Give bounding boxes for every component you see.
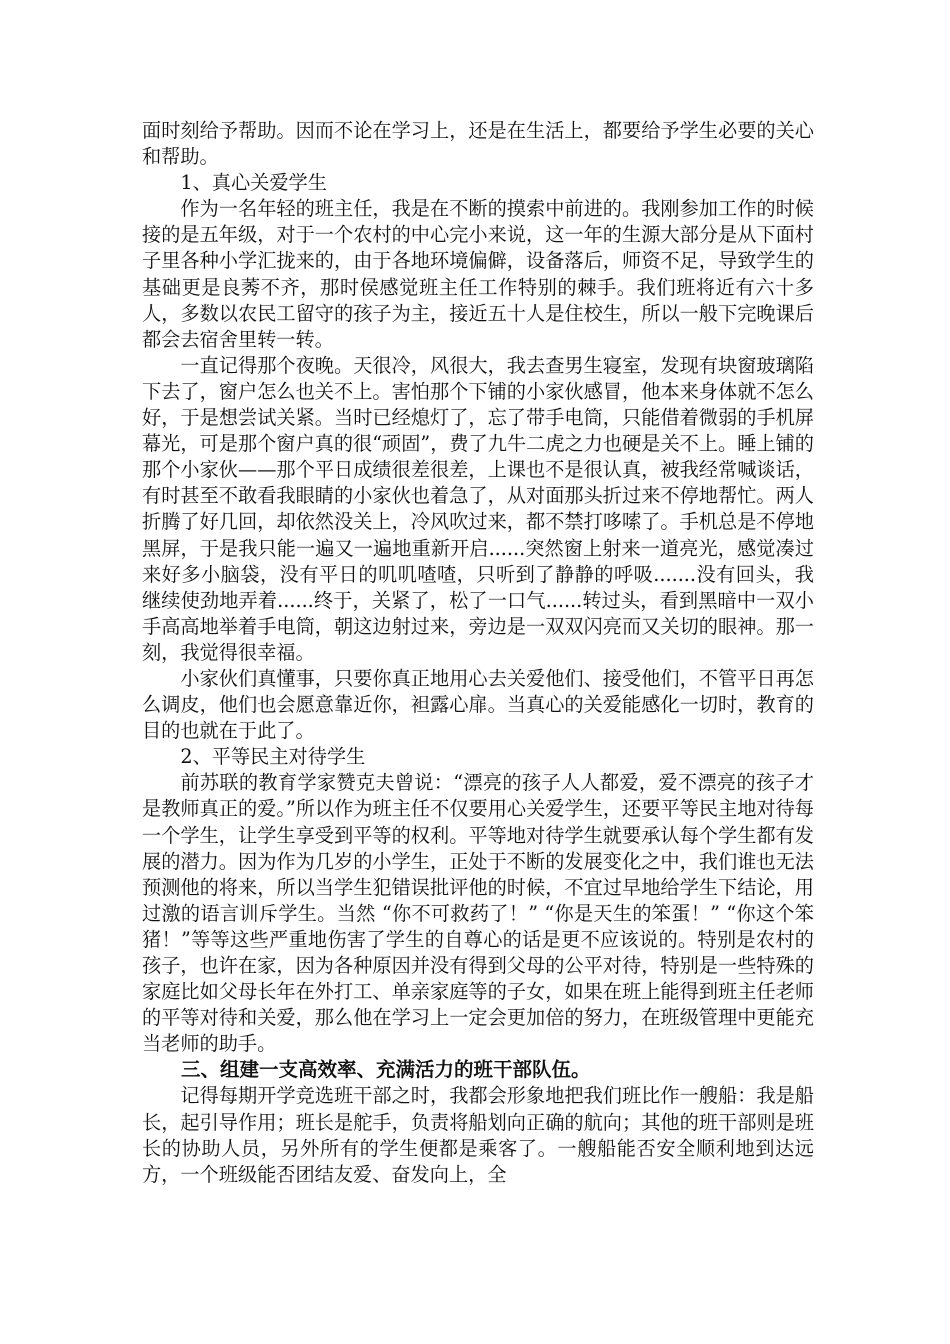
section-heading-class-cadres: 三、组建一支高效率、充满活力的班干部队伍。	[181, 1058, 591, 1082]
paragraph-ship-metaphor: 记得每期开学竞选班干部之时，我都会形象地把我们班比作一艘船：我是船长，起引导作用；班长是舵手，负责将船划向正确的航向；其他的班干部则是班长的协助人员，另外所有的学生便都是乘客了。一艘船能否安全顺利地到达远方，一个班级能否团结友爱、奋发向上，全	[142, 1084, 814, 1186]
subheading-care: 1、真心关爱学生	[180, 171, 327, 195]
paragraph-continuation: 面时刻给予帮助。因而不论在学习上，还是在生活上，都要给予学生必要的关心和帮助。	[142, 119, 814, 169]
paragraph-kids-understand: 小家伙们真懂事，只要你真正地用心去关爱他们、接受他们，不管平日再怎么调皮，他们也会愿意靠近你，袒露心扉。当真心的关爱能感化一切时，教育的目的也就在于此了。	[142, 666, 814, 743]
paragraph-zankov-quote: 前苏联的教育学家赞克夫曾说：“漂亮的孩子人人都爱，爱不漂亮的孩子才是教师真正的爱。”所以作为班主任不仅要用心关爱学生，还要平等民主地对待每一个学生，让学生享受到平等的权利。平等地对待学生就要承认每个学生都有发展的潜力。因为作为几岁的小学生，正处于不断的发展变化之中，我们谁也无法预测他的将来，所以当学生犯错误批评他的时候，不宜过早地给学生下结论，用过激的语言训斥学生。当然 “你不可救药了！” “你是天生的笨蛋！” “你这个笨猪！”等等这些严重地伤害了学生的自尊心的话是更不应该说的。特别是农村的孩子，也许在家，因为各种原因并没有得到父母的公平对待，特别是一些特殊的家庭比如父母长年在外打工、单亲家庭等的子女，如果在班上能得到班主任老师的平等对待和关爱，那么他在学习上一定会更加倍的努力，在班级管理中更能充当老师的助手。	[142, 771, 814, 1056]
paragraph-young-teacher: 作为一名年轻的班主任，我是在不断的摸索中前进的。我刚参加工作的时候接的是五年级，对于一个农村的中心完小来说，这一年的生源大部分是从下面村子里各种小学汇拢来的，由于各地环境偏僻，设备落后，师资不足，导致学生的基础更是良莠不齐，那时侯感觉班主任工作特别的棘手。我们班将近有六十多人，多数以农民工留守的孩子为主，接近五十人是住校生，所以一般下完晚课后都会去宿舍里转一转。	[142, 197, 814, 351]
paragraph-night-story: 一直记得那个夜晚。天很冷，风很大，我去查男生寝室，发现有块窗玻璃陷下去了，窗户怎么也关不上。害怕那个下铺的小家伙感冒，他本来身体就不怎么好，于是想尝试关紧。当时已经熄灯了，忘了带手电筒，只能借着微弱的手机屏幕光，可是那个窗户真的很“顽固”，费了九牛二虎之力也硬是关不上。睡上铺的那个小家伙——那个平日成绩很差很差，上课也不是很认真，被我经常喊谈话，有时甚至不敢看我眼睛的小家伙也着急了，从对面那头折过来不停地帮忙。两人折腾了好几回，却依然没关上，冷风吹过来，都不禁打哆嗦了。手机总是不停地黑屏，于是我只能一遍又一遍地重新开启......突然窗上射来一道亮光，感觉凑过来好多小脑袋，没有平日的叽叽喳喳，只听到了静静的呼吸.......没有回头，我继续使劲地弄着......终于，关紧了，松了一口气......转过头，看到黑暗中一双小手高高地举着手电筒，朝这边射过来，旁边是一双双闪亮而又关切的眼神。那一刻，我觉得很幸福。	[142, 353, 814, 664]
document-page	[142, 118, 814, 1188]
subheading-equality: 2、平等民主对待学生	[180, 745, 366, 769]
